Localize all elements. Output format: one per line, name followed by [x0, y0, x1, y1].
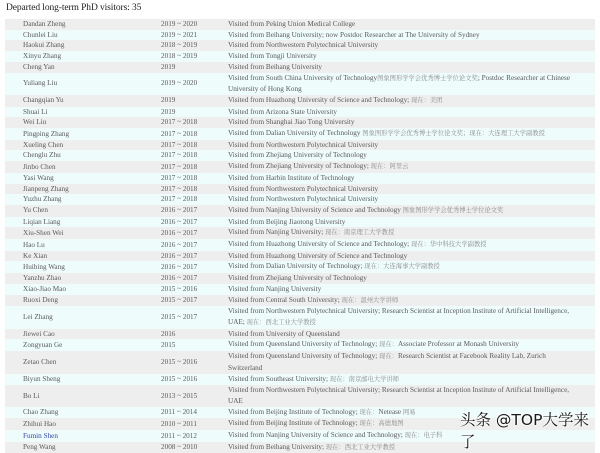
table-row [5, 217, 595, 228]
chinese-note: 现在：西北工业大学教授 [246, 318, 316, 326]
description-text: Visited from Beijing Institute of Technology; [228, 407, 360, 416]
visit-years: 2017 ~ 2018 [161, 195, 198, 204]
watermark: 头条 @TOP大学来了 [460, 411, 589, 451]
visitor-name: Liqian Liang [23, 217, 61, 226]
description-text: Visited from Shanghai Jiao Tong University [228, 118, 355, 127]
description-text: Visited from Northwestern Polytechnical University [228, 184, 379, 193]
table-row [5, 273, 595, 284]
visit-description [228, 227, 595, 239]
visitor-name: Ruoxi Deng [23, 296, 58, 305]
visit-description [228, 173, 595, 184]
description-text: Visited from Dalian University of Technology [228, 129, 363, 138]
visit-years: 2017 ~ 2018 [161, 184, 198, 193]
visit-years: 2019 [161, 107, 176, 116]
visit-description [228, 273, 595, 284]
description-text: Visited from South China University of Technology [228, 73, 378, 82]
visit-description [228, 19, 595, 30]
description-text: Visited from Peking Union Medical College [228, 20, 356, 28]
visitors-table [5, 19, 595, 453]
visitor-name: Yasi Wang [23, 173, 54, 182]
table-row [5, 251, 595, 262]
chinese-note: 现在： [379, 353, 398, 361]
table-row [5, 161, 595, 173]
chinese-note: 现在： [359, 408, 379, 416]
description-text: Research Scientist at Facebook Reality Lab, Zurich Switzerland [228, 352, 546, 372]
visit-years: 2019 ~ 2020 [161, 20, 198, 28]
description-text: Visited from Northwestern Polytechnical University; Research Scientist at Inception Institute of Artificial Intelligence, UAE; [228, 307, 570, 326]
visit-description [228, 217, 595, 228]
visit-description [228, 339, 595, 351]
visitor-name: Xinyu Zhang [23, 52, 62, 61]
description-text: Visited from Beihang University; [228, 442, 326, 451]
visitor-name: Yu Chen [23, 206, 48, 215]
visit-years: 2016 ~ 2017 [161, 274, 198, 283]
visit-years: 2015 ~ 2016 [161, 375, 198, 383]
visitor-name: Yuzhu Zhang [23, 195, 62, 204]
visit-years: 2018 ~ 2019 [161, 41, 198, 50]
visitor-name: Jinbo Chen [23, 162, 56, 171]
visit-years: 2008 ~ 2010 [161, 443, 198, 452]
description-text: Visited from Arizona State University [228, 107, 337, 116]
visit-description [228, 295, 595, 307]
visit-description [228, 30, 595, 41]
visit-years: 2017 ~ 2018 [161, 129, 198, 138]
visitor-name: Lei Zhang [23, 313, 53, 322]
visitor-name-link[interactable]: Fumin Shen [23, 431, 58, 440]
visitor-name: Xueling Chen [23, 140, 64, 149]
visitor-name: Zhihui Hao [23, 419, 56, 428]
visit-description [228, 40, 595, 51]
visit-description [228, 251, 595, 262]
chinese-note: 现在：华中科技大学副教授 [410, 241, 487, 249]
chinese-note: 网易 [402, 408, 416, 416]
description-text: Visited from Nanjing University; [228, 228, 325, 237]
table-row [5, 306, 595, 328]
description-text: Visited from Northwestern Polytechnical University [228, 140, 379, 149]
visit-description [228, 239, 595, 251]
table-row [5, 194, 595, 205]
visit-years: 2017 ~ 2018 [161, 140, 198, 149]
description-text: Visited from Northwestern Polytechnical University [228, 41, 379, 50]
chinese-note: 现在：西北工业大学教授 [325, 443, 396, 451]
table-row [5, 30, 595, 41]
table-row [5, 351, 595, 373]
visitor-name: Huibing Wang [23, 262, 65, 271]
table-row [5, 128, 595, 140]
page-title: Departed long-term PhD visitors: 35 [6, 3, 142, 13]
description-text: Visited from Beijing Institute of Technology; [228, 419, 360, 428]
visit-description [228, 194, 595, 205]
visitor-name: Changqian Yu [23, 96, 64, 105]
table-row [5, 140, 595, 151]
visit-description [228, 62, 595, 73]
table-row [5, 19, 595, 30]
description-text: Visited from Nanjing University of Science and Technology; [228, 431, 405, 440]
description-text: Visited from Queensland University of Technology; [228, 352, 380, 361]
visitor-name-cell[interactable] [5, 430, 161, 442]
table-row [5, 239, 595, 251]
visitor-name: Chunlei Liu [23, 30, 58, 39]
table-row [5, 205, 595, 217]
table-row [5, 95, 595, 107]
visit-description [228, 306, 595, 328]
visit-description [228, 140, 595, 151]
visit-years: 2016 ~ 2017 [161, 251, 198, 260]
visitor-name: Hao Lu [23, 240, 45, 249]
visit-description [228, 150, 595, 161]
visitor-name: Chao Zhang [23, 408, 59, 417]
description-text: Visited from University of Queensland [228, 329, 340, 338]
description-text: Visited from Zhejiang University of Technology [228, 274, 367, 283]
visitor-name: Zetao Chen [23, 357, 57, 366]
visit-years: 2019 [161, 96, 176, 105]
chinese-note: 现在： [379, 341, 398, 349]
chinese-note: 现在：南京理工大学教授 [325, 229, 395, 237]
visit-description [228, 73, 595, 95]
visit-years: 2019 ~ 2021 [161, 30, 198, 39]
table-row [5, 295, 595, 307]
description-text: Visited from Tongji University [228, 52, 317, 61]
description-text: Visited from Beihang University [228, 62, 322, 71]
table-row [5, 117, 595, 128]
visit-years: 2017 ~ 2018 [161, 173, 198, 182]
visit-description [228, 128, 595, 140]
description-text: Visited from Northwestern Polytechnical University [228, 195, 379, 204]
visitor-name: Shuai Li [23, 107, 48, 116]
visit-description [228, 261, 595, 273]
visitor-name: Haokui Zhang [23, 41, 65, 50]
visitor-name: Yanzhu Zhao [23, 274, 62, 283]
chinese-note: 现在：阿里云 [370, 163, 409, 171]
visit-years: 2010 ~ 2011 [161, 419, 197, 428]
visitor-name: Jiewei Cao [23, 329, 55, 338]
table-row [5, 51, 595, 62]
visit-years: 2015 ~ 2016 [161, 284, 198, 293]
description-text: Visited from Dalian University of Technology; [228, 262, 365, 271]
table-row [5, 73, 595, 95]
description-text: Visited from Nanjing University [228, 284, 322, 293]
chinese-note: 图象图形学学会优秀博士学位论文奖 [402, 206, 504, 214]
visit-description [228, 161, 595, 173]
table-row [5, 107, 595, 118]
visitor-name: Dandan Zheng [23, 20, 66, 28]
table-row [5, 184, 595, 195]
table-row [5, 329, 595, 340]
description-text: Visited from Northwestern Polytechnical University; Research Scientist at Inception Institute of Artificial Intelligence, UAE [228, 386, 570, 405]
description-text: Visited from Huazhong University of Science and Technology [228, 251, 408, 260]
table-row [5, 284, 595, 295]
visitor-name: Jianpeng Zhang [23, 184, 69, 193]
visit-years: 2016 ~ 2017 [161, 240, 198, 249]
description-text: ; Postdoc Researcher at Chinese University of Hong Kong [228, 73, 571, 94]
description-text: Associate Professor at Monash University [397, 340, 519, 349]
description-text: Visited from Beijing Jiaotong University [228, 217, 346, 226]
visitor-name: Xiu-Shen Wei [23, 228, 64, 237]
visit-description [228, 117, 595, 128]
chinese-note: 现在：南京邮电大学讲师 [329, 375, 400, 383]
visit-years: 2016 ~ 2017 [161, 206, 198, 215]
chinese-note: 现在：大连海事大学副教授 [364, 263, 440, 271]
visit-description [228, 107, 595, 118]
visitor-name: Cheng Yan [23, 62, 55, 71]
visit-years: 2015 ~ 2017 [161, 296, 198, 305]
visitor-name: Wei Liu [23, 118, 47, 127]
visitor-name: Peng Wang [23, 443, 56, 452]
visit-description [228, 205, 595, 217]
description-text: Visited from Southeast University; [228, 374, 330, 383]
visit-description [228, 329, 595, 340]
description-text: Netease [378, 407, 403, 416]
chinese-note: 现在：高德地图 [359, 420, 404, 428]
visitor-name: Pingping Zhang [23, 129, 70, 138]
visitor-name: Biyun Sheng [23, 375, 61, 383]
visit-years: 2015 ~ 2017 [161, 313, 198, 322]
table-row [5, 150, 595, 161]
visitor-name: Yuliang Liu [23, 79, 58, 88]
chinese-note: 图象图形学学会优秀博士学位论文奖 [377, 74, 478, 82]
description-text: Visited from Queensland University of Technology; [228, 340, 380, 349]
chinese-note: 现在：美团 [410, 96, 443, 104]
description-text: Visited from Central South University; [228, 295, 342, 304]
table-row [5, 227, 595, 239]
visit-description [228, 184, 595, 195]
visit-years: 2016 [161, 329, 176, 338]
table-row [5, 385, 595, 406]
description-text: Visited from Huazhong University of Science and Technology; [228, 240, 411, 249]
description-text: Visited from Beihang University; now Postdoc Researcher at The University of Sydney [228, 30, 480, 39]
table-row [5, 40, 595, 51]
visitor-name: Ke Xian [23, 251, 48, 260]
chinese-note: 现在：电子科 [404, 432, 443, 440]
visit-years: 2011 ~ 2014 [161, 408, 197, 417]
visit-years: 2019 ~ 2020 [161, 79, 198, 88]
visit-years: 2016 ~ 2017 [161, 217, 198, 226]
table-row [5, 261, 595, 273]
table-row [5, 173, 595, 184]
visit-years: 2017 ~ 2018 [161, 162, 198, 171]
description-text: Visited from Nanjing University of Science and Technology [228, 205, 403, 214]
visit-years: 2015 ~ 2016 [161, 357, 198, 366]
visitor-name: Zongyuan Ge [23, 340, 63, 349]
visit-description [228, 385, 595, 406]
visitor-name: Chenglu Zhu [23, 151, 61, 160]
visit-years: 2017 ~ 2018 [161, 118, 198, 127]
table-row [5, 374, 595, 386]
visit-description [228, 51, 595, 62]
visitor-name: Bo Li [23, 391, 40, 400]
chinese-note: 现在：温州大学讲师 [341, 296, 399, 304]
visit-years: 2018 ~ 2019 [161, 52, 198, 61]
visit-years: 2016 ~ 2017 [161, 228, 198, 237]
description-text: Visited from Harbin Institute of Technology [228, 173, 355, 182]
visitor-name: Xiao-Jiao Mao [23, 284, 66, 293]
description-text: Visited from Huazhong University of Science and Technology; [228, 95, 411, 104]
table-row [5, 62, 595, 73]
visit-years: 2017 ~ 2018 [161, 151, 198, 160]
visit-description [228, 374, 595, 386]
visit-description [228, 95, 595, 107]
visit-description [228, 284, 595, 295]
visit-years: 2013 ~ 2015 [161, 391, 198, 400]
description-text: Visited from Zhejiang University of Technology; [228, 162, 371, 171]
description-text: Visited from Zhejiang University of Technology [228, 151, 367, 160]
visit-years: 2019 [161, 62, 176, 71]
visit-years: 2016 ~ 2017 [161, 262, 198, 271]
visit-description [228, 351, 595, 373]
chinese-note: 图象图形学学会优秀博士学位论文奖；现在：大连理工大学副教授 [362, 130, 545, 138]
visit-years: 2015 [161, 340, 176, 349]
visit-years: 2011 ~ 2012 [161, 431, 197, 440]
table-row [5, 339, 595, 351]
